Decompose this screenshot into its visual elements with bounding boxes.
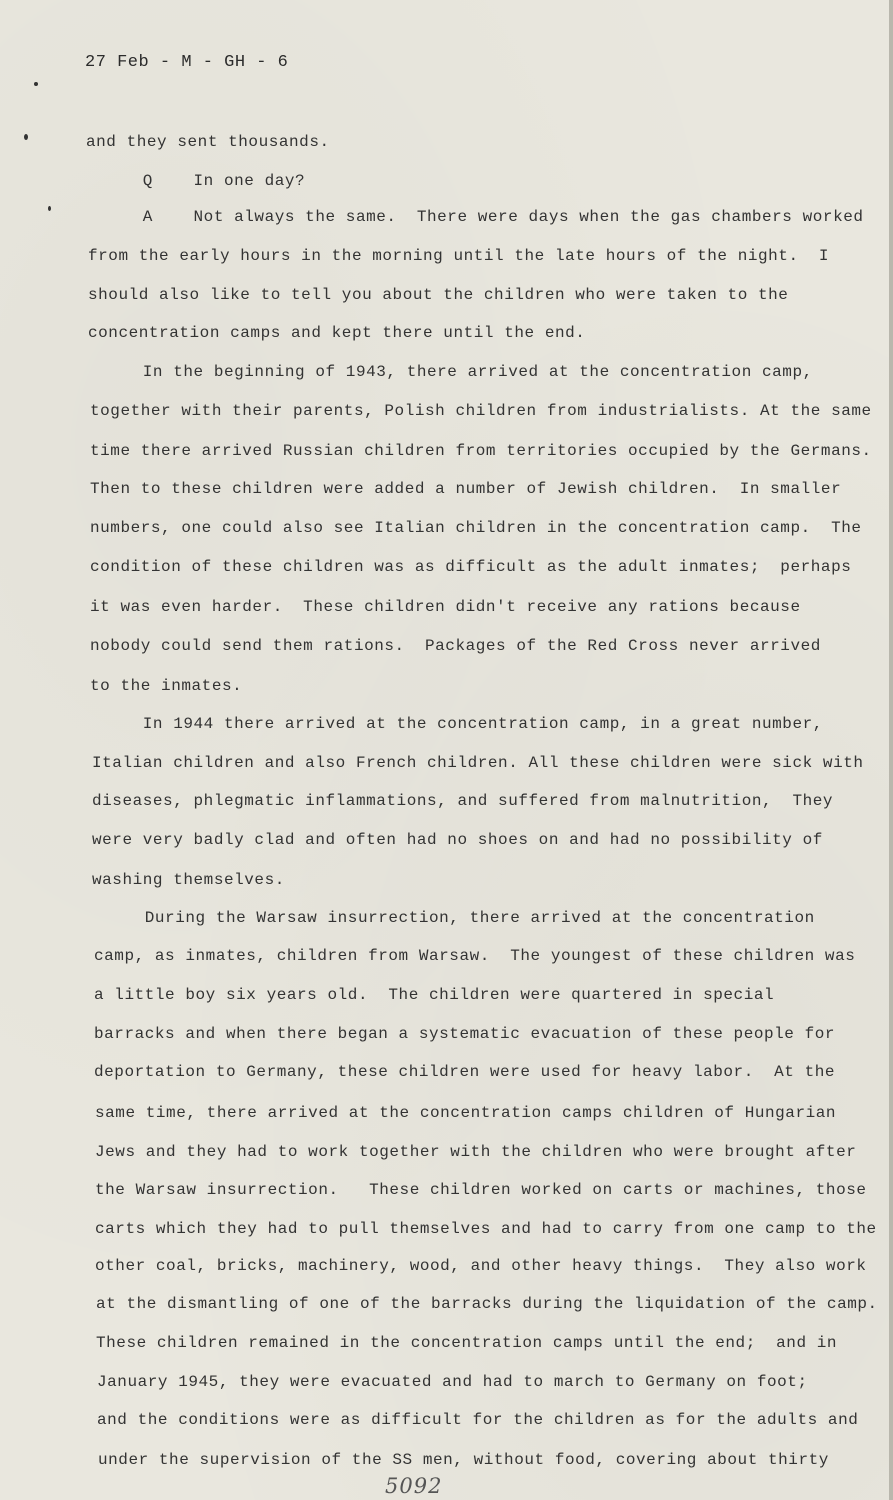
text-line: under the supervision of the SS men, without food, covering about thirty [98, 1451, 829, 1469]
text-line: other coal, bricks, machinery, wood, and other heavy things. They also work [95, 1257, 867, 1275]
text-line: Jews and they had to work together with the children who were brought after [95, 1143, 857, 1161]
text-line: In the beginning of 1943, there arrived at the concentration camp, [92, 363, 813, 381]
text-line: should also like to tell you about the children who were taken to the [88, 286, 789, 304]
text-line: at the dismantling of one of the barracks during the liquidation of the camp. [96, 1295, 878, 1313]
text-line: concentration camps and kept there until the end. [88, 324, 586, 342]
margin-mark [48, 206, 51, 211]
text-line: nobody could send them rations. Packages of the Red Cross never arrived [90, 637, 821, 655]
text-line: barracks and when there began a systematic evacuation of these people for [94, 1025, 836, 1043]
text-line: During the Warsaw insurrection, there arrived at the concentration [94, 909, 815, 927]
text-line: diseases, phlegmatic inflammations, and suffered from malnutrition, They [92, 792, 834, 810]
text-line: were very badly clad and often had no shoes on and had no possibility of [92, 831, 823, 849]
page-header: 27 Feb - M - GH - 6 [85, 53, 289, 72]
text-line: it was even harder. These children didn't receive any rations because [90, 598, 801, 616]
text-line: January 1945, they were evacuated and had to march to Germany on foot; [97, 1373, 808, 1391]
text-line: A Not always the same. There were days when the gas chambers worked [92, 208, 864, 226]
margin-mark [24, 134, 28, 140]
text-line: deportation to Germany, these children were used for heavy labor. At the [94, 1063, 836, 1081]
text-line: washing themselves. [92, 871, 285, 889]
text-line: a little boy six years old. The children were quartered in special [94, 986, 775, 1004]
text-line: These children remained in the concentration camps until the end; and in [96, 1334, 838, 1352]
text-line: same time, there arrived at the concentration camps children of Hungarian [95, 1104, 837, 1122]
text-line: together with their parents, Polish children from industrialists. At the same [90, 402, 872, 420]
text-line: to the inmates. [90, 677, 243, 695]
text-line: In 1944 there arrived at the concentration camp, in a great number, [92, 715, 823, 733]
page-edge [889, 0, 893, 1500]
text-line: the Warsaw insurrection. These children worked on carts or machines, those [95, 1181, 867, 1199]
text-line: and they sent thousands. [86, 133, 330, 151]
text-line: Q In one day? [92, 172, 306, 190]
margin-mark [34, 82, 38, 86]
text-line: camp, as inmates, children from Warsaw. The youngest of these children was [94, 947, 856, 965]
text-line: from the early hours in the morning until the late hours of the night. I [88, 247, 830, 265]
text-line: condition of these children was as difficult as the adult inmates; perhaps [90, 558, 852, 576]
text-line: Then to these children were added a number of Jewish children. In smaller [90, 480, 842, 498]
text-line: numbers, one could also see Italian children in the concentration camp. The [90, 519, 862, 537]
text-line: Italian children and also French children. All these children were sick with [92, 754, 864, 772]
handwritten-page-number: 5092 [385, 1474, 443, 1498]
text-line: time there arrived Russian children from territories occupied by the Germans. [90, 442, 872, 460]
text-line: and the conditions were as difficult for the children as for the adults and [97, 1411, 859, 1429]
text-line: carts which they had to pull themselves and had to carry from one camp to the [95, 1220, 877, 1238]
